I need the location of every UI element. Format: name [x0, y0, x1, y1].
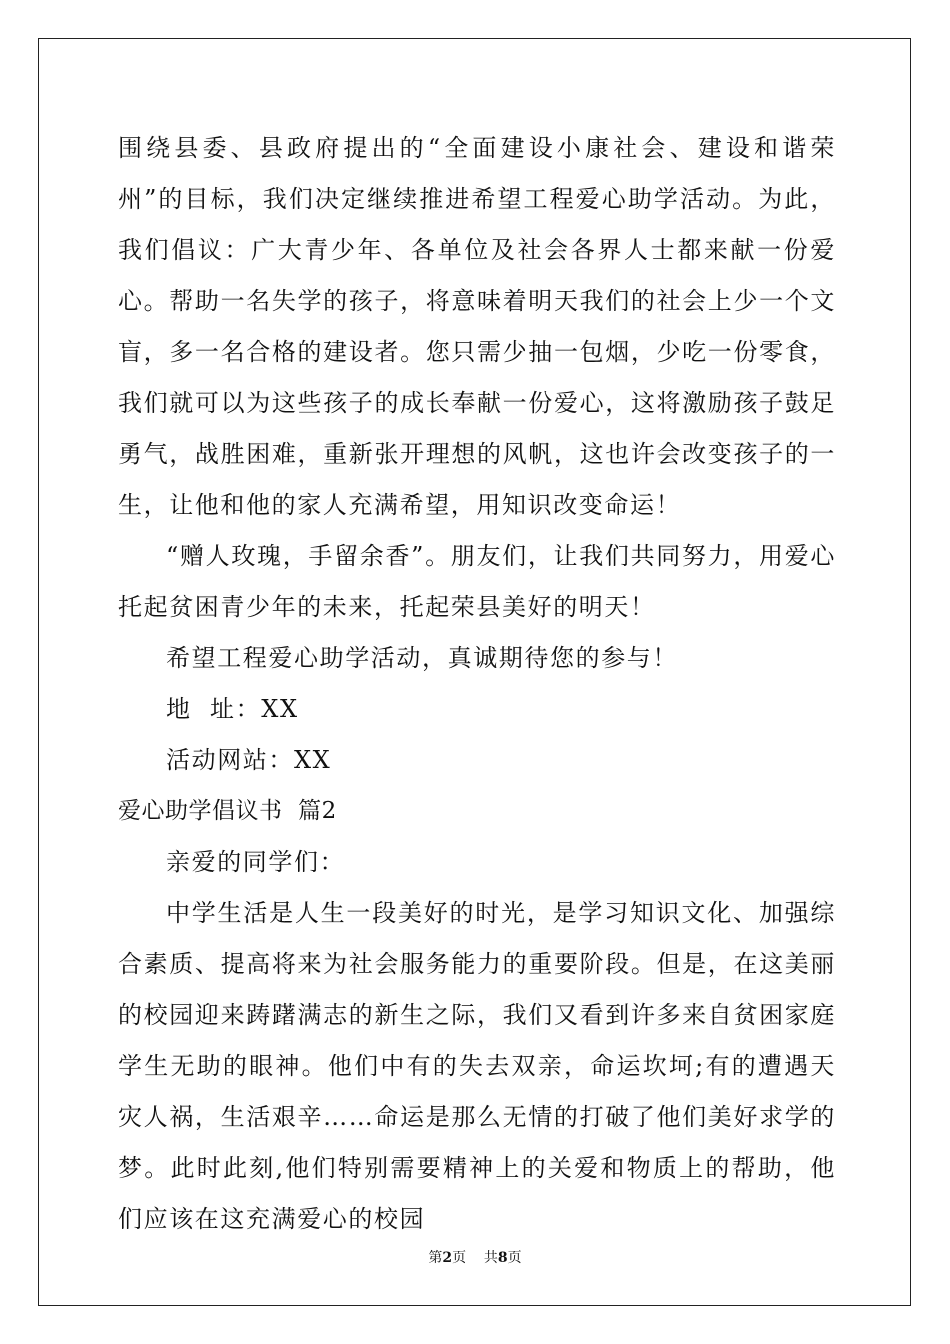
footer-total-suffix: 页	[507, 1250, 522, 1266]
footer-page-prefix: 第	[428, 1250, 443, 1266]
paragraph-invitation: 希望工程爱心助学活动，真诚期待您的参与！	[166, 644, 678, 672]
footer-page-number: 2	[442, 1250, 453, 1266]
paragraph-body: 中学生活是人生一段美好的时光，是学习知识文化、加强综合素质、提高将来为社会服务能力的重要阶段。但是，在这美丽的校园迎来踌躇满志的新生之际，我们又看到许多来自贫困家庭学生无助的眼神。他们中有的失去双亲，命运坎坷;有的遭遇天灾人祸，生活艰辛……命运是那么无情的打破了他们美好求学的梦。此时此刻,他们特别需要精神上的关爱和物质上的帮助，他们应该在这充满爱心的校园	[118, 899, 836, 1233]
footer-total-prefix: 共	[483, 1250, 498, 1266]
section-heading: 爱心助学倡议书 篇2	[118, 798, 337, 824]
paragraph-continued: 围绕县委、县政府提出的“全面建设小康社会、建设和谐荣州”的目标，我们决定继续推进希望工程爱心助学活动。为此，我们倡议：广大青少年、各单位及社会各界人士都来献一份爱心。帮助一名失学的孩子，将意味着明天我们的社会上少一个文盲，多一名合格的建设者。您只需少抽一包烟，少吃一份零食，我们就可以为这些孩子的成长奉献一份爱心，这将激励孩子鼓足勇气，战胜困难，重新张开理想的风帆，这也许会改变孩子的一生，让他和他的家人充满希望，用知识改变命运！	[118, 134, 836, 519]
greeting: 亲爱的同学们：	[166, 848, 346, 876]
footer-total-number: 8	[497, 1250, 508, 1266]
paragraph-quote: “赠人玫瑰，手留余香”。朋友们，让我们共同努力，用爱心托起贫困青少年的未来，托起荣县美好的明天！	[118, 542, 836, 621]
page-footer	[0, 1247, 950, 1267]
website-line: 活动网站：XX	[166, 746, 332, 774]
address-line: 地 址：XX	[166, 695, 299, 723]
footer-page-suffix: 页	[452, 1250, 467, 1266]
document-body	[118, 123, 836, 1245]
